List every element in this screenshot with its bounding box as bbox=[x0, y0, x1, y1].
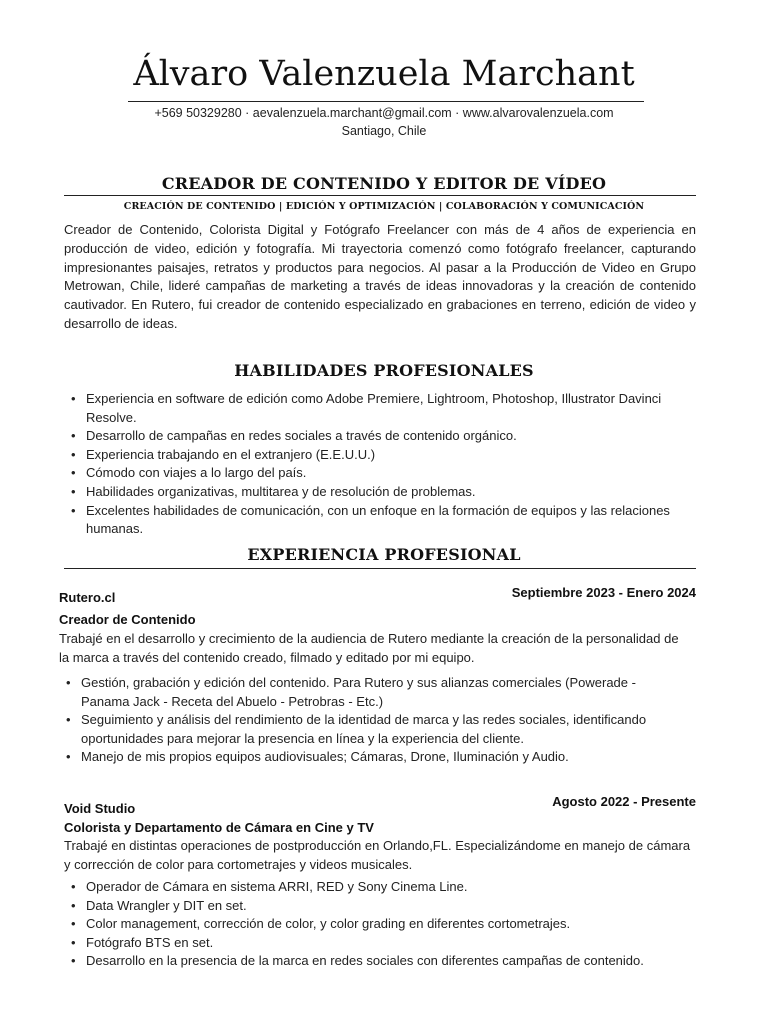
summary-title: CREADOR DE CONTENIDO Y EDITOR DE VÍDEO bbox=[161, 174, 607, 193]
skill-item: • Excelentes habilidades de comunicación, con un enfoque en la formación de equipos y las relaciones humanas. bbox=[64, 502, 688, 539]
job-company: Rutero.cl bbox=[59, 590, 116, 605]
candidate-name: Álvaro Valenzuela Marchant bbox=[133, 54, 635, 94]
job-bullet: • Fotógrafo BTS en set. bbox=[64, 934, 694, 953]
skill-item: • Habilidades organizativas, multitarea y de resolución de problemas. bbox=[64, 483, 688, 502]
job-description: Trabajé en el desarrollo y crecimiento de la audiencia de Rutero mediante la creación de la personalidad de la marca a través del contenido creado, filmado y editado por mi equipo. bbox=[59, 631, 679, 665]
job-bullet: • Manejo de mis propios equipos audiovisuales; Cámaras, Drone, Iluminación y Audio. bbox=[59, 748, 671, 767]
job-bullet: • Seguimiento y análisis del rendimiento de la identidad de marca y las redes sociales, identificando oportunidades para mejorar la presencia en línea y la experiencia del cliente. bbox=[59, 711, 671, 748]
job-company: Void Studio bbox=[64, 801, 136, 816]
job-bullet: • Color management, corrección de color, y color grading en diferentes cortometrajes. bbox=[64, 915, 694, 934]
experience-title: EXPERIENCIA PROFESIONAL bbox=[247, 545, 521, 564]
job-dates: Agosto 2022 - Presente bbox=[552, 794, 696, 809]
location-line: Santiago, Chile bbox=[341, 124, 427, 138]
job-bullets bbox=[59, 674, 671, 767]
job-bullet: • Data Wrangler y DIT en set. bbox=[64, 897, 694, 916]
skill-item: • Cómodo con viajes a lo largo del país. bbox=[64, 464, 688, 483]
job-role: Colorista y Departamento de Cámara en Cine y TV bbox=[64, 820, 374, 835]
job-bullets bbox=[64, 878, 694, 971]
skills-list bbox=[64, 390, 688, 539]
skills-title: HABILIDADES PROFESIONALES bbox=[234, 361, 534, 380]
experience-divider bbox=[64, 568, 696, 569]
job-bullet: • Operador de Cámara en sistema ARRI, RED y Sony Cinema Line. bbox=[64, 878, 694, 897]
job-description: Trabajé en distintas operaciones de postproducción en Orlando,FL. Especializándome en manejo de cámara y corrección de color para cortometrajes y videos musicales. bbox=[64, 838, 691, 872]
summary-divider bbox=[64, 195, 696, 196]
skill-item: • Desarrollo de campañas en redes sociales a través de contenido orgánico. bbox=[64, 427, 688, 446]
job-bullet: • Desarrollo en la presencia de la marca en redes sociales con diferentes campañas de contenido. bbox=[64, 952, 694, 971]
skill-item: • Experiencia trabajando en el extranjero (E.E.U.U.) bbox=[64, 446, 688, 465]
job-role: Creador de Contenido bbox=[59, 612, 196, 627]
job-bullet: • Gestión, grabación y edición del contenido. Para Rutero y sus alianzas comerciales (Powerade - Panama Jack - Receta del Abuelo - Petrobras - Etc.) bbox=[59, 674, 671, 711]
summary-text: Creador de Contenido, Colorista Digital y Fotógrafo Freelancer con más de 4 años de experiencia en producción de video, edición y fotografía. Mi trayectoria comenzó como fotógrafo freelancer, capturando impresionantes paisajes, retratos y productos para negocios. Al pasar a la Producción de Video en Grupo Metrowan, Chile, lideré campañas de marketing a través de ideas innovadoras y la creación de contenido cautivador. En Rutero, fui creador de contenido especializado en grabaciones en terreno, edición de video y desarrollo de ideas. bbox=[64, 222, 696, 331]
job-dates: Septiembre 2023 - Enero 2024 bbox=[511, 585, 696, 600]
contact-line: +569 50329280 · aevalenzuela.marchant@gmail.com · www.alvarovalenzuela.com bbox=[154, 106, 614, 120]
skill-item: • Experiencia en software de edición como Adobe Premiere, Lightroom, Photoshop, Illustrator Davinci Resolve. bbox=[64, 390, 688, 427]
name-divider bbox=[128, 101, 644, 102]
summary-tagline: CREACIÓN DE CONTENIDO | EDICIÓN Y OPTIMIZACIÓN | COLABORACIÓN Y COMUNICACIÓN bbox=[123, 201, 645, 212]
